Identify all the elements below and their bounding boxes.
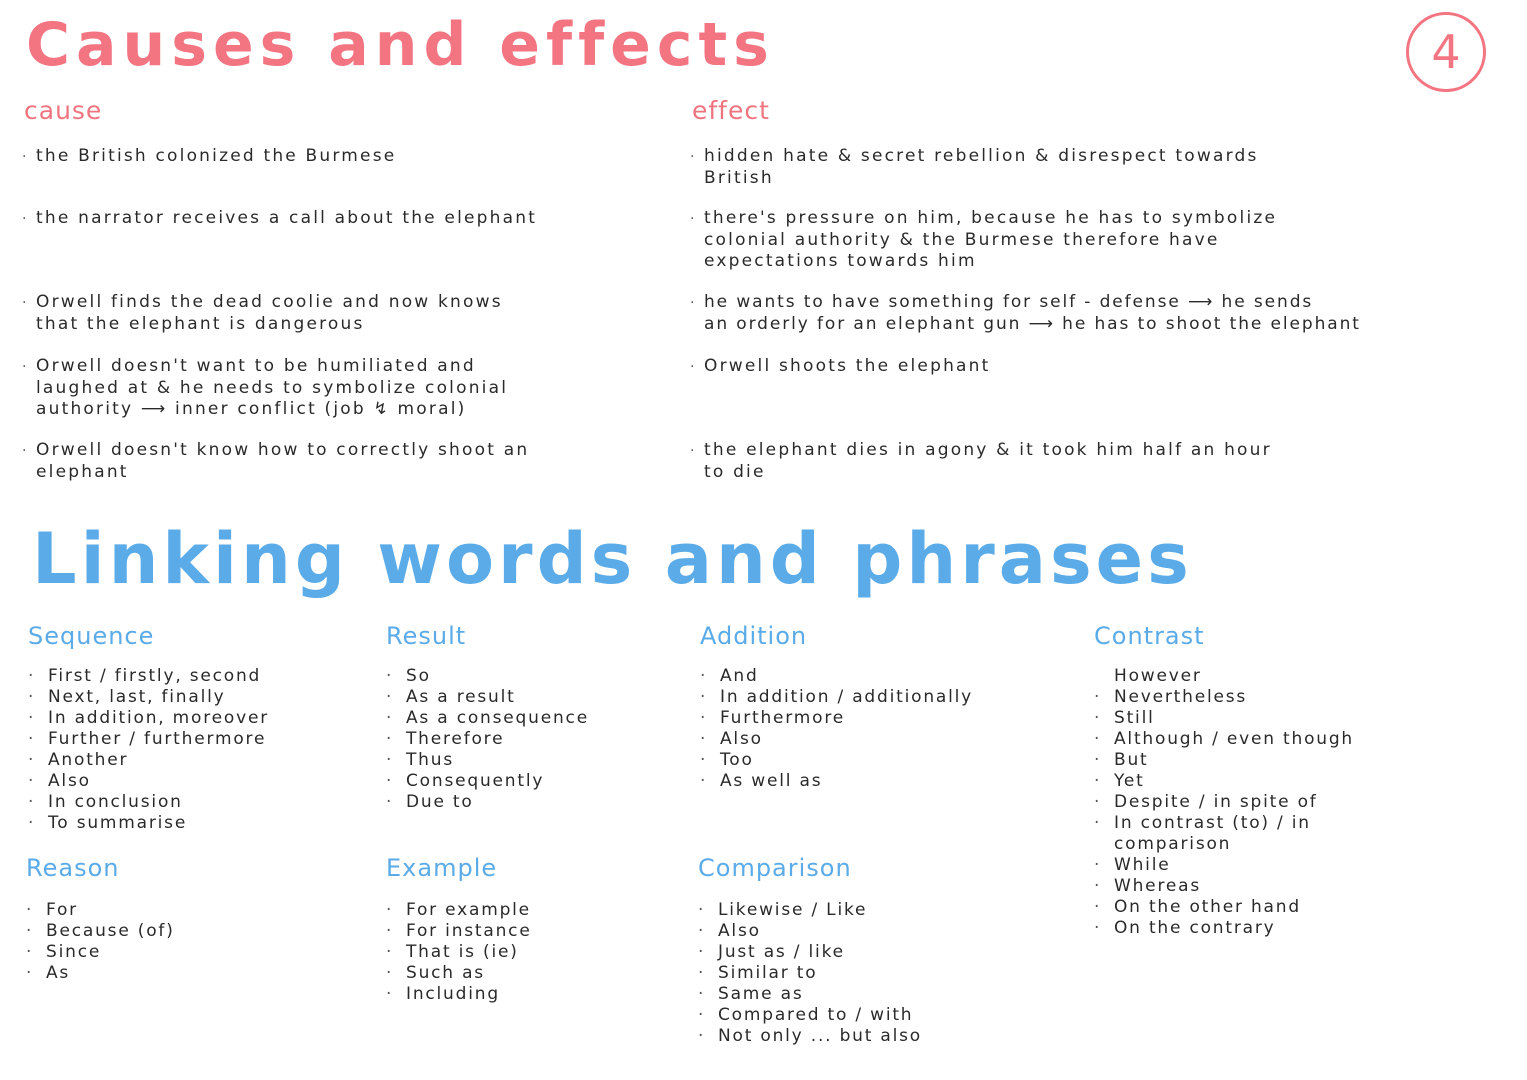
comparison-heading: Comparison — [698, 854, 852, 882]
causes-effects-title: Causes and effects — [26, 10, 775, 80]
list-item: · As a consequence — [386, 708, 589, 729]
list-item: · First / firstly, second — [28, 666, 269, 687]
sequence-list — [28, 666, 269, 834]
list-item: · Yet — [1094, 771, 1354, 792]
list-item: However — [1114, 666, 1202, 686]
list-item: · Likewise / Like — [698, 900, 922, 921]
contrast-heading: Contrast — [1094, 622, 1205, 650]
list-item: · Because (of) — [26, 921, 175, 942]
cause-item-2: · the narrator receives a call about the elephant — [22, 208, 538, 228]
list-item: · Therefore — [386, 729, 589, 750]
list-item: · For instance — [386, 921, 532, 942]
result-heading: Result — [386, 622, 467, 650]
list-item: · Just as / like — [698, 942, 922, 963]
list-item: · Thus — [386, 750, 589, 771]
example-heading: Example — [386, 854, 498, 882]
comparison-list — [698, 900, 922, 1047]
list-item: · While — [1094, 855, 1354, 876]
list-item: · For — [26, 900, 175, 921]
list-item: · So — [386, 666, 589, 687]
linking-words-title: Linking words and phrases — [32, 518, 1193, 600]
list-item: · Next, last, finally — [28, 687, 269, 708]
cause-item-1: · the British colonized the Burmese — [22, 146, 397, 166]
contrast-list — [1094, 666, 1354, 939]
addition-list — [700, 666, 973, 792]
list-item: · Still — [1094, 708, 1354, 729]
reason-heading: Reason — [26, 854, 120, 882]
comparison-section — [698, 852, 922, 1047]
list-item: · Nevertheless — [1094, 687, 1354, 708]
list-item: · Although / even though — [1094, 729, 1354, 750]
effect-heading: effect — [692, 96, 770, 125]
list-item: · Whereas — [1094, 876, 1354, 897]
list-item: · Similar to — [698, 963, 922, 984]
list-item: · As a result — [386, 687, 589, 708]
addition-section — [700, 620, 973, 792]
list-item: · In addition / additionally — [700, 687, 973, 708]
list-item: · In contrast (to) / in — [1094, 813, 1354, 834]
list-item: · For example — [386, 900, 532, 921]
list-item: · Such as — [386, 963, 532, 984]
effect-item-3: · he wants to have something for self - defense ⟶ he sends an orderly for an elephant gun ⟶ he has to shoot the elephant — [690, 292, 1361, 334]
cause-item-3: · Orwell finds the dead coolie and now knows that the elephant is dangerous — [22, 292, 503, 334]
page-number-badge: 4 — [1406, 12, 1486, 92]
addition-heading: Addition — [700, 622, 808, 650]
example-section — [386, 852, 532, 1005]
list-item: · In conclusion — [28, 792, 269, 813]
list-item: · Including — [386, 984, 532, 1005]
reason-section — [26, 852, 175, 984]
list-item: · Too — [700, 750, 973, 771]
list-item: · Compared to / with — [698, 1005, 922, 1026]
example-list — [386, 900, 532, 1005]
effect-item-1: · hidden hate & secret rebellion & disrespect towards British — [690, 146, 1259, 188]
list-item: · Another — [28, 750, 269, 771]
list-item: · On the contrary — [1094, 918, 1354, 939]
list-item: · As — [26, 963, 175, 984]
list-item: · To summarise — [28, 813, 269, 834]
list-item: · That is (ie) — [386, 942, 532, 963]
list-item: · Since — [26, 942, 175, 963]
reason-list — [26, 900, 175, 984]
sequence-section — [28, 620, 269, 834]
list-item: · Furthermore — [700, 708, 973, 729]
effect-item-4: · Orwell shoots the elephant — [690, 356, 991, 376]
list-item: · Due to — [386, 792, 589, 813]
list-item: · Also — [28, 771, 269, 792]
list-item: · Same as — [698, 984, 922, 1005]
list-item: · Not only ... but also — [698, 1026, 922, 1047]
list-item: · But — [1094, 750, 1354, 771]
effect-item-2: · there's pressure on him, because he has to symbolize colonial authority & the Burmese therefore have expectations towards him — [690, 208, 1278, 271]
list-item: · Also — [698, 921, 922, 942]
list-item: · In addition, moreover — [28, 708, 269, 729]
result-list — [386, 666, 589, 813]
list-item: · Further / furthermore — [28, 729, 269, 750]
sequence-heading: Sequence — [28, 622, 155, 650]
cause-item-4: · Orwell doesn't want to be humiliated and laughed at & he needs to symbolize colonial authority ⟶ inner conflict (job ↯ moral) — [22, 356, 509, 419]
contrast-section — [1094, 620, 1354, 939]
list-item: comparison — [1114, 834, 1232, 854]
cause-item-5: · Orwell doesn't know how to correctly shoot an elephant — [22, 440, 530, 482]
result-section — [386, 620, 589, 813]
list-item: · As well as — [700, 771, 973, 792]
list-item: · And — [700, 666, 973, 687]
list-item: · Consequently — [386, 771, 589, 792]
list-item: · Despite / in spite of — [1094, 792, 1354, 813]
effect-item-5: · the elephant dies in agony & it took him half an hour to die — [690, 440, 1272, 482]
cause-heading: cause — [24, 96, 103, 125]
list-item: · Also — [700, 729, 973, 750]
list-item: · On the other hand — [1094, 897, 1354, 918]
